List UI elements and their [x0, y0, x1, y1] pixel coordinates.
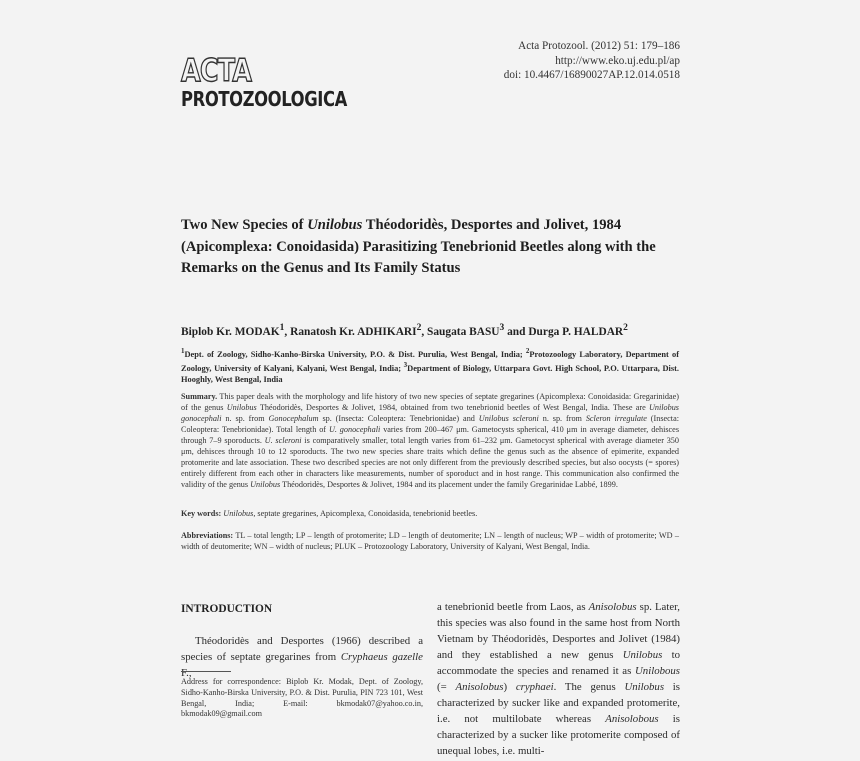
- summary-label: Summary.: [181, 392, 218, 401]
- intro-italic: cryphaei: [515, 681, 554, 693]
- logo-protozoologica-text: PROTOZOOLOGICA: [181, 87, 347, 111]
- keywords-paragraph: [181, 508, 679, 519]
- summary-text: n. sp. from: [221, 414, 269, 423]
- author-sup: 2: [623, 323, 628, 333]
- affil-sup: 1: [181, 347, 185, 355]
- intro-text: (=: [437, 681, 456, 693]
- intro-right-paragraph: [437, 599, 680, 759]
- intro-text: ): [503, 681, 516, 693]
- summary-italic: Scleron irregulate: [585, 414, 647, 423]
- article-title: [181, 215, 681, 280]
- journal-logo: [181, 53, 383, 112]
- summary-italic: Unilobus: [250, 480, 281, 489]
- abbreviations-label: Abbreviations:: [181, 531, 234, 540]
- footnote-divider: [181, 671, 231, 672]
- intro-italic: Unilobus: [622, 649, 663, 661]
- summary-text: This paper deals with the morphology and life history of two new species of septate gregarines (Apicomplexa: Conoidasida: Gregarinidae) of the genus: [181, 392, 679, 412]
- summary-paragraph: [181, 391, 679, 490]
- summary-italic: Gonocephalum: [268, 414, 319, 423]
- author-separator: and: [504, 325, 529, 338]
- summary-text: Théodoridès, Desportes & Jolivet, 1984 and its placement under the family Gregarinidae Labbé, 1899.: [280, 480, 618, 489]
- author-name: Ranatosh Kr. ADHIKARI: [290, 325, 417, 338]
- intro-text: a tenebrionid beetle from Laos, as: [437, 601, 589, 613]
- author-separator: ,: [421, 325, 428, 338]
- title-text-2: Théodoridès, Desportes and Jolivet, 1984 (Apicomplexa: Conoidasida) Parasitizing Tenebrionid Beetles along with the Remarks on the Genus and Its Family Status: [181, 217, 656, 276]
- affil-3: Department of Biology, Uttarpara Govt. High School, P.O. Uttarpara, Dist. Hooghly, West Bengal, India: [181, 363, 679, 384]
- summary-text: sp. (Insecta: Coleoptera: Tenebrionidae) and: [318, 414, 479, 423]
- summary-italic: U. gonocephali: [328, 425, 381, 434]
- intro-text: F.,: [181, 667, 192, 679]
- summary-italic: U. scleroni: [264, 436, 302, 445]
- author-list: [181, 323, 681, 338]
- intro-text: Théodoridès and Desportes (1966) described a species of septate gregarines from: [181, 635, 423, 663]
- citation-block: [504, 39, 680, 83]
- intro-italic: Anisolobous: [605, 713, 659, 725]
- keywords-text: , septate gregarines, Apicomplexa, Conoidasida, tenebrionid beetles.: [253, 509, 478, 518]
- intro-text: is characterized by a sucker like protomerite composed of unequal lobes, i.e. multi-: [437, 713, 680, 757]
- author-sup: 1: [279, 323, 285, 333]
- summary-text: n. sp. from: [538, 414, 586, 423]
- title-text-1: Two New Species of: [181, 217, 308, 233]
- journal-citation: Acta Protozool. (2012) 51: 179–186: [518, 40, 680, 52]
- intro-text: is characterized by sucker like and expanded protomerite, i.e. not multilobate whereas: [437, 681, 681, 725]
- intro-left-paragraph: [181, 633, 423, 681]
- affil-1: Dept. of Zoology, Sidho-Kanho-Birska University, P.O. & Dist. Purulia, West Bengal, India;: [184, 349, 526, 359]
- intro-italic: Anisolobus: [588, 601, 637, 613]
- logo-acta-text: ACTA: [181, 53, 252, 89]
- journal-url-link[interactable]: http://www.eko.uj.edu.pl/ap: [555, 54, 680, 67]
- summary-text: (Insecta: Coleoptera: Tenebrionidae). Total length of: [181, 414, 679, 434]
- intro-italic: Unilobous: [635, 665, 680, 677]
- abbreviations-paragraph: [181, 530, 679, 552]
- affil-2: Protozoology Laboratory, Department of Zoology, University of Kalyani, Kalyani, West Bengal, India;: [181, 349, 679, 373]
- intro-italic: Cryphaeus gazelle: [340, 651, 423, 663]
- author-name: Biplob Kr. MODAK: [181, 325, 280, 338]
- affil-sup: 2: [525, 347, 530, 355]
- affiliations: [181, 346, 679, 385]
- summary-text: varies from 200–467 μm. Gametocysts spherical, 410 μm in average diameter, dehisces through 7–9 sporoducts.: [181, 425, 680, 445]
- summary-italic: Unilobus scleroni: [478, 414, 539, 423]
- summary-italic: Unilobus gonocephali: [181, 403, 679, 423]
- keywords-italic: Unilobus: [221, 509, 254, 518]
- keywords-label: Key words:: [181, 509, 222, 518]
- intro-italic: Unilobus: [624, 681, 665, 693]
- author-sup: 2: [416, 323, 422, 333]
- abbreviations-text: TL – total length; LP – length of protomerite; LD – length of deutomerite; LN – length of nucleus; WP – width of protomerite; WD – width of deutomerite; WN – width of nucleus; PLUK – Protozoology Laboratory, University of Kalyani, West Bengal, India.: [181, 531, 679, 551]
- author-name: Durga P. HALDAR: [528, 325, 624, 338]
- summary-italic: Unilobus: [226, 403, 257, 412]
- intro-text: sp. Later, this species was also found in the same host from North Vietnam by Théodoridès, Desportes and Jolivet (1984) and they established a new genus: [437, 601, 680, 661]
- intro-text: to accommodate the species and renamed it as: [437, 649, 680, 677]
- title-genus: Unilobus: [307, 217, 363, 233]
- intro-text: . The genus: [553, 681, 625, 693]
- author-separator: ,: [284, 325, 291, 338]
- author-name: Saugata BASU: [427, 325, 500, 338]
- doi-link[interactable]: doi: 10.4467/16890027AP.12.014.0518: [503, 69, 680, 81]
- author-sup: 3: [499, 323, 505, 333]
- intro-italic: Anisolobus: [455, 681, 504, 693]
- summary-text: Théodoridès, Desportes & Jolivet, 1984, obtained from two tenebrionid beetles of West Bengal, India. These are: [256, 403, 649, 412]
- correspondence-footnote: Address for correspondence: Biplob Kr. Modak, Dept. of Zoology, Sidho-Kanho-Birska University, P.O. & Dist. Purulia, PIN 723 101, West Bengal, India; E-mail: bkmodak07@yahoo.co.in, bkmodak09@gmail.com: [181, 677, 423, 719]
- summary-text: is comparatively smaller, total length varies from 61–232 μm. Gametocyst spherical with average diameter 350 μm, dehisces through 10 to 12 sporoducts. The two new species share traits which define the genus such as the absence of epimerite, expanded protomerite and late association. These two described species are not only different from the previously described species, but also oocysts (= spores) entirely different from each other in characters like measurements, number of sporoduct and in host range. This communication also confirmed the validity of the genus: [181, 436, 679, 489]
- section-heading-introduction: INTRODUCTION: [181, 603, 273, 615]
- affil-sup: 3: [403, 360, 408, 369]
